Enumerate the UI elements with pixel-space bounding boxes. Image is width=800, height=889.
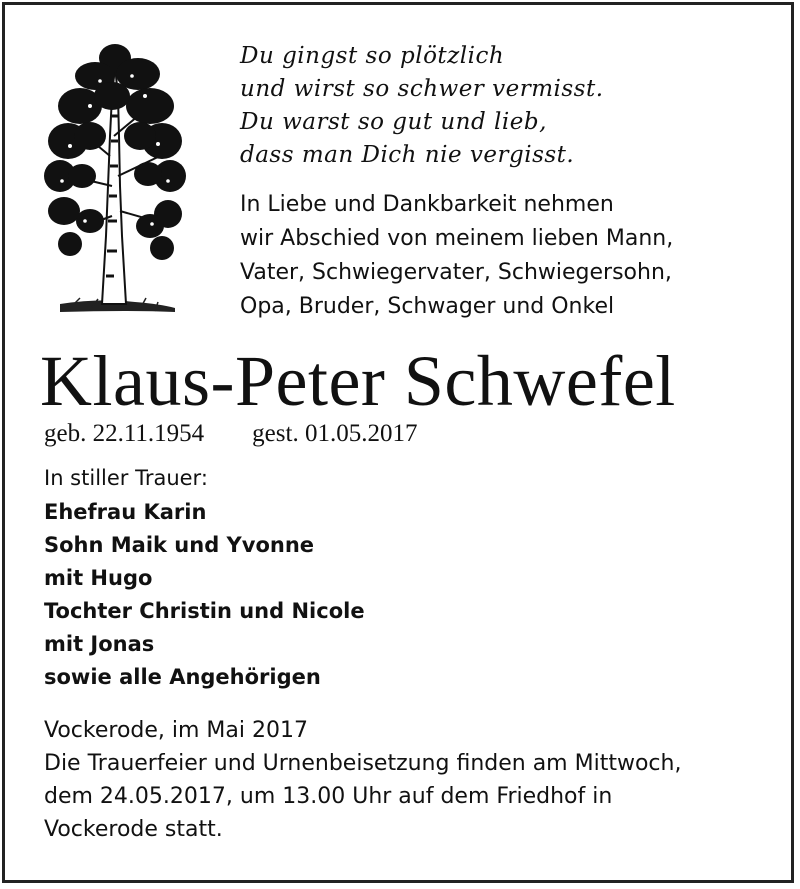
farewell-text [240,188,780,324]
farewell-line: Opa, Bruder, Schwager und Onkel [240,294,615,319]
mourner-entry: Sohn Maik und Yvonne [44,533,315,557]
funeral-info-line: Die Trauerfeier und Urnenbeisetzung finden am Mittwoch, [44,751,682,776]
mourner-entry: sowie alle Angehörigen [44,665,321,689]
poem-line: Du warst so gut und lieb, [240,109,547,135]
funeral-info-line: Vockerode statt. [44,817,223,842]
poem [240,40,760,172]
birch-tree-icon [40,36,190,318]
mourners-list [44,462,365,694]
death-date: gest. 01.05.2017 [252,420,418,447]
poem-line: dass man Dich nie vergisst. [240,142,575,168]
poem-line: und wirst so schwer vermisst. [240,76,604,102]
farewell-line: wir Abschied von meinem lieben Mann, [240,226,674,251]
birth-date: geb. 22.11.1954 [44,420,205,447]
mourning-intro: In stiller Trauer: [44,466,208,490]
farewell-line: Vater, Schwiegervater, Schwiegersohn, [240,260,672,285]
farewell-line: In Liebe und Dankbarkeit nehmen [240,192,614,217]
mourner-entry: mit Hugo [44,566,153,590]
place-date-line: Vockerode, im Mai 2017 [44,718,308,743]
funeral-info-line: dem 24.05.2017, um 13.00 Uhr auf dem Friedhof in [44,784,613,809]
poem-line: Du gingst so plötzlich [240,43,505,69]
deceased-name: Klaus-Peter Schwefel [40,341,676,421]
life-dates [44,418,417,450]
mourner-entry: mit Jonas [44,632,155,656]
mourner-entry: Tochter Christin und Nicole [44,599,365,623]
mourner-entry: Ehefrau Karin [44,500,207,524]
funeral-details [44,714,784,846]
